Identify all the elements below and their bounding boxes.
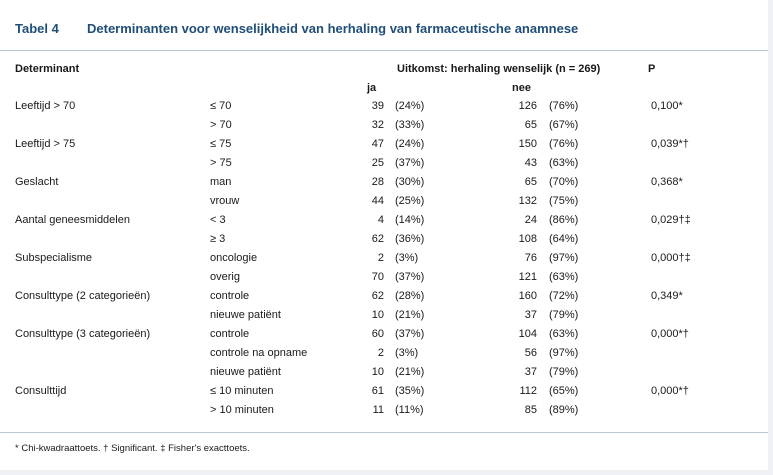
determinant-cell: Consulttype (2 categorieën) <box>15 290 151 302</box>
category-cell: man <box>210 176 232 188</box>
nee-percent-cell: (79%) <box>549 309 579 321</box>
category-cell: > 75 <box>210 157 232 169</box>
ja-percent-cell: (11%) <box>395 404 424 416</box>
nee-count-cell: 76 <box>524 252 537 264</box>
ja-percent-cell: (36%) <box>395 233 425 245</box>
ja-count-cell: 11 <box>372 404 384 416</box>
ja-percent-cell: (3%) <box>395 252 419 264</box>
header-p: P <box>648 63 656 75</box>
nee-percent-cell: (79%) <box>549 366 579 378</box>
ja-percent-cell: (33%) <box>395 119 425 131</box>
ja-count-cell: 47 <box>371 138 384 150</box>
p-value-cell: 0,000*† <box>651 385 689 397</box>
ja-count-cell: 28 <box>371 176 384 188</box>
p-value-cell: 0,100* <box>651 100 683 112</box>
category-cell: ≤ 10 minuten <box>210 385 274 397</box>
determinant-cell: Consulttijd <box>15 385 67 397</box>
category-cell: > 10 minuten <box>210 404 274 416</box>
ja-count-cell: 10 <box>371 366 384 378</box>
category-cell: overig <box>210 271 240 283</box>
category-cell: ≤ 70 <box>210 100 232 112</box>
ja-count-cell: 62 <box>371 233 384 245</box>
table-number: Tabel 4 <box>15 21 59 36</box>
nee-count-cell: 108 <box>518 233 537 245</box>
category-cell: oncologie <box>210 252 258 264</box>
ja-percent-cell: (37%) <box>395 328 425 340</box>
ja-percent-cell: (28%) <box>395 290 425 302</box>
ja-percent-cell: (25%) <box>395 195 425 207</box>
nee-percent-cell: (72%) <box>549 290 579 302</box>
category-cell: controle na opname <box>210 347 308 359</box>
nee-count-cell: 85 <box>524 404 537 416</box>
nee-count-cell: 121 <box>518 271 537 283</box>
ja-count-cell: 39 <box>371 100 384 112</box>
header-outcome: Uitkomst: herhaling wenselijk (n = 269) <box>397 63 601 75</box>
ja-percent-cell: (3%) <box>395 347 419 359</box>
nee-percent-cell: (63%) <box>549 157 579 169</box>
nee-percent-cell: (75%) <box>549 195 579 207</box>
ja-percent-cell: (37%) <box>395 271 425 283</box>
nee-percent-cell: (67%) <box>549 119 579 131</box>
category-cell: controle <box>210 328 250 340</box>
nee-percent-cell: (76%) <box>549 100 579 112</box>
nee-percent-cell: (97%) <box>549 252 579 264</box>
nee-count-cell: 24 <box>524 214 537 226</box>
determinant-cell: Leeftijd > 75 <box>15 138 76 150</box>
p-value-cell: 0,368* <box>651 176 683 188</box>
nee-count-cell: 37 <box>524 309 537 321</box>
ja-count-cell: 4 <box>377 214 384 226</box>
determinant-cell: Aantal geneesmiddelen <box>15 214 130 226</box>
category-cell: ≥ 3 <box>210 233 226 245</box>
nee-count-cell: 65 <box>524 119 537 131</box>
ja-count-cell: 2 <box>377 252 384 264</box>
nee-count-cell: 37 <box>524 366 537 378</box>
ja-percent-cell: (24%) <box>395 138 425 150</box>
nee-count-cell: 65 <box>524 176 537 188</box>
nee-count-cell: 43 <box>524 157 537 169</box>
nee-count-cell: 56 <box>524 347 537 359</box>
nee-percent-cell: (97%) <box>549 347 579 359</box>
ja-count-cell: 32 <box>371 119 384 131</box>
header-nee: nee <box>512 82 531 94</box>
nee-percent-cell: (86%) <box>549 214 579 226</box>
nee-count-cell: 126 <box>518 100 537 112</box>
ja-count-cell: 2 <box>377 347 384 359</box>
nee-count-cell: 150 <box>518 138 537 150</box>
nee-count-cell: 132 <box>518 195 537 207</box>
title-divider <box>0 50 768 51</box>
ja-percent-cell: (35%) <box>395 385 425 397</box>
category-cell: nieuwe patiënt <box>210 309 281 321</box>
category-cell: < 3 <box>210 214 226 226</box>
nee-count-cell: 160 <box>518 290 537 302</box>
p-value-cell: 0,000*† <box>651 328 689 340</box>
nee-percent-cell: (63%) <box>549 271 579 283</box>
category-cell: > 70 <box>210 119 232 131</box>
ja-count-cell: 61 <box>371 385 384 397</box>
footer-divider <box>0 432 768 433</box>
ja-count-cell: 70 <box>371 271 384 283</box>
ja-percent-cell: (14%) <box>395 214 425 226</box>
nee-count-cell: 112 <box>519 385 537 397</box>
table-caption <box>15 21 578 36</box>
determinant-cell: Leeftijd > 70 <box>15 100 76 112</box>
p-value-cell: 0,029†‡ <box>651 214 691 226</box>
nee-percent-cell: (76%) <box>549 138 579 150</box>
ja-count-cell: 25 <box>371 157 384 169</box>
header-ja: ja <box>367 82 377 94</box>
ja-percent-cell: (24%) <box>395 100 425 112</box>
category-cell: vrouw <box>210 195 240 207</box>
header-determinant: Determinant <box>15 63 80 75</box>
ja-count-cell: 60 <box>371 328 384 340</box>
p-value-cell: 0,000†‡ <box>651 252 691 264</box>
table-title: Determinanten voor wenselijkheid van herhaling van farmaceutische anamnese <box>87 21 579 36</box>
determinant-cell: Geslacht <box>15 176 59 188</box>
ja-count-cell: 10 <box>371 309 384 321</box>
ja-count-cell: 44 <box>371 195 384 207</box>
table-footnote: * Chi-kwadraattoets. † Significant. ‡ Fisher's exacttoets. <box>15 443 250 454</box>
ja-percent-cell: (21%) <box>395 366 425 378</box>
ja-percent-cell: (21%) <box>395 309 425 321</box>
category-cell: nieuwe patiënt <box>210 366 281 378</box>
nee-percent-cell: (63%) <box>549 328 579 340</box>
determinant-cell: Subspecialisme <box>15 252 93 264</box>
nee-percent-cell: (70%) <box>549 176 579 188</box>
nee-count-cell: 104 <box>518 328 537 340</box>
nee-percent-cell: (64%) <box>549 233 579 245</box>
nee-percent-cell: (65%) <box>549 385 579 397</box>
ja-percent-cell: (37%) <box>395 157 425 169</box>
category-cell: controle <box>210 290 250 302</box>
p-value-cell: 0,349* <box>651 290 683 302</box>
ja-percent-cell: (30%) <box>395 176 425 188</box>
ja-count-cell: 62 <box>371 290 384 302</box>
nee-percent-cell: (89%) <box>549 404 579 416</box>
determinant-cell: Consulttype (3 categorieën) <box>15 328 151 340</box>
category-cell: ≤ 75 <box>210 138 232 150</box>
p-value-cell: 0,039*† <box>651 138 689 150</box>
